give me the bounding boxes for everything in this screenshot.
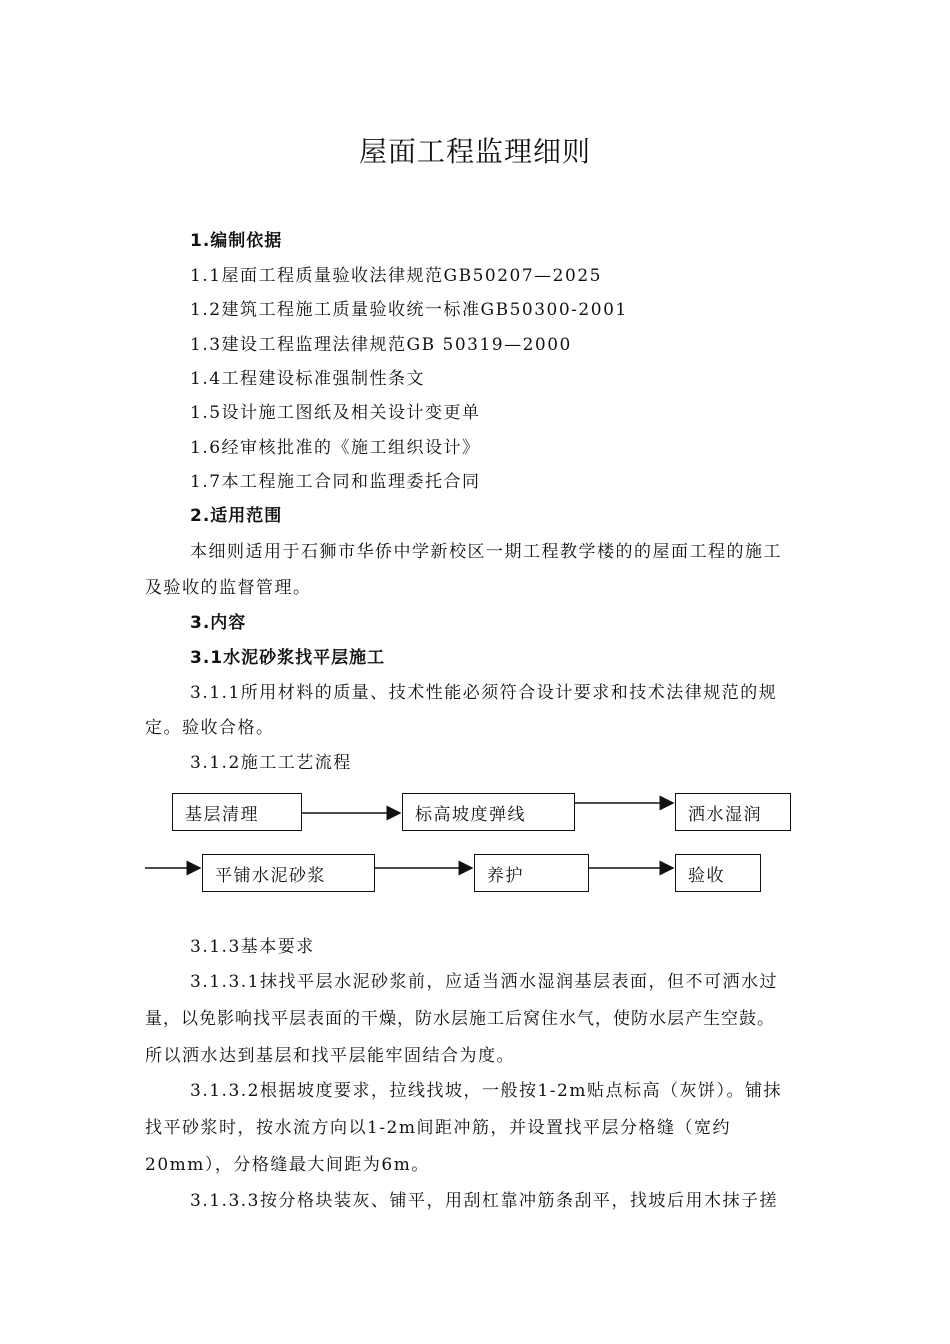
para-3-1-1-line-1: 3.1.1所用材料的质量、技术性能必须符合设计要求和技术法律规范的规 [190,683,778,703]
basis-item-6: 1.6经审核批准的《施工组织设计》 [190,438,481,458]
section-3-1-heading: 3.1水泥砂浆找平层施工 [190,648,386,668]
para-3-1-3: 3.1.3基本要求 [190,937,315,957]
section-1-heading: 1.编制依据 [190,231,283,251]
para-3-1-3-1-line-2: 量，以免影响找平层表面的干燥，防水层施工后窝住水气，使防水层产生空鼓。 [145,1009,775,1029]
page-title: 屋面工程监理细则 [358,135,591,168]
para-3-1-1-line-2: 定。验收合格。 [145,718,275,738]
flow-step-4: 平铺水泥砂浆 [202,854,375,892]
basis-item-5: 1.5设计施工图纸及相关设计变更单 [190,403,481,423]
para-3-1-3-2-line-3: 20mm），分格缝最大间距为6m。 [145,1155,430,1175]
basis-item-3: 1.3建设工程监理法律规范GB 50319—2000 [190,335,572,355]
para-3-1-3-2-line-1: 3.1.3.2根据坡度要求，拉线找坡，一般按1-2m贴点标高（灰饼）。铺抹 [190,1081,782,1101]
scope-text-line-2: 及验收的监督管理。 [145,578,312,598]
para-3-1-3-2-line-2: 找平砂浆时，按水流方向以1-2m间距冲筋，并设置找平层分格缝（宽约 [145,1118,731,1138]
basis-item-4: 1.4工程建设标准强制性条文 [190,369,426,389]
para-3-1-3-3-line-1: 3.1.3.3按分格块装灰、铺平，用刮杠靠冲筋条刮平，找坡后用木抹子搓 [190,1191,778,1211]
section-3-heading: 3.内容 [190,613,247,633]
flow-step-2: 标高坡度弹线 [402,793,575,831]
basis-item-2: 1.2建筑工程施工质量验收统一标准GB50300-2001 [190,300,628,320]
scope-text-line-1: 本细则适用于石狮市华侨中学新校区一期工程教学楼的的屋面工程的施工 [190,542,782,562]
flow-step-6: 验收 [675,854,761,892]
basis-item-1: 1.1屋面工程质量验收法律规范GB50207—2025 [190,266,602,286]
flow-step-5: 养护 [474,854,589,892]
para-3-1-3-1-line-1: 3.1.3.1抹找平层水泥砂浆前，应适当洒水湿润基层表面，但不可洒水过 [190,972,778,992]
para-3-1-3-1-line-3: 所以洒水达到基层和找平层能牢固结合为度。 [145,1046,515,1066]
basis-item-7: 1.7本工程施工合同和监理委托合同 [190,472,481,492]
section-2-heading: 2.适用范围 [190,506,283,526]
flow-step-3: 洒水湿润 [675,793,791,831]
para-3-1-2: 3.1.2施工工艺流程 [190,753,352,773]
flow-step-1: 基层清理 [172,793,302,831]
